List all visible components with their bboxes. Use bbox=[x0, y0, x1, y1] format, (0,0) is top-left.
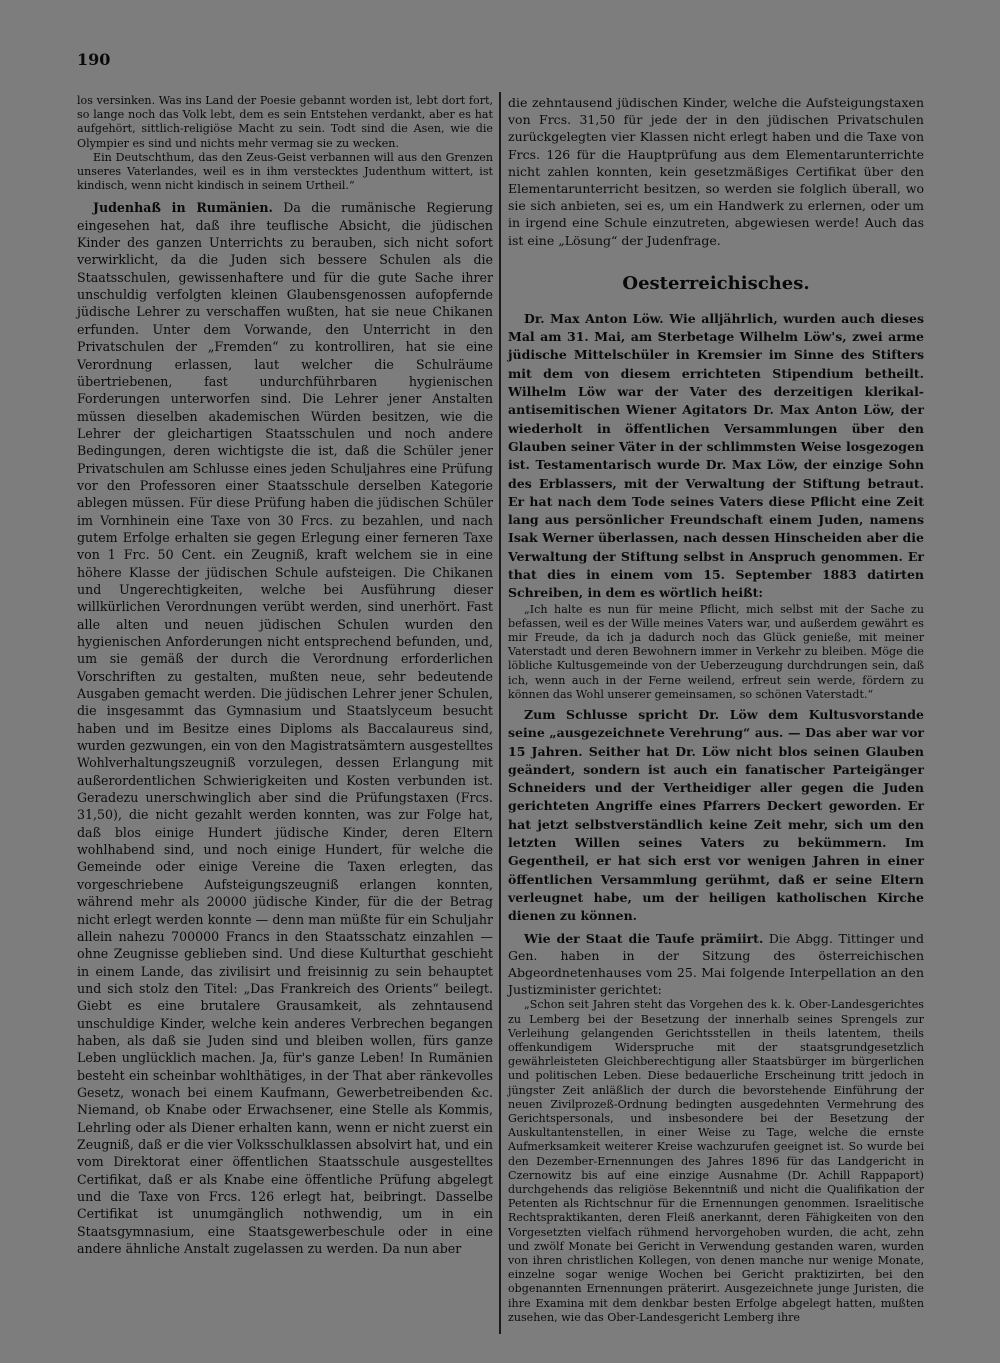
left-column bbox=[77, 94, 493, 1334]
right-column bbox=[508, 94, 924, 1334]
article-text: Wie alljährlich, wurden auch dieses Mal am 31. Mai, am Sterbetage Wilhelm Löw's, zwei arme jüdische Mittelschüler in Kremsier im Sinne des Stifters mit dem von diesem errichteten Stipendium betheilt. Wilhelm Löw war der Vater des derzeitigen klerikal-antisemitischen Wiener Agitators Dr. Max Anton Löw, der wiederholt in öffentlichen Versammlungen über den Glauben seiner Väter in der schlimmsten Weise losgezogen ist. Testamentarisch wurde Dr. Max Löw, der einzige Sohn des Erblassers, mit der Verwaltung der Stiftung betraut. Er hat nach dem Tode seines Vaters diese Pflicht eine Zeit lang aus persönlicher Freundschaft einem Juden, namens Isak Werner überlassen, nach dessen Hinscheiden aber die Verwaltung der Stiftung selbst in Anspruch genommen. Er that dies in einem vom 15. September 1883 datirten Schreiben, in dem es wörtlich heißt: bbox=[508, 310, 924, 601]
quote-paragraph: los versinken. Was ins Land der Poesie gebannt worden ist, lebt dort fort, so lange noch das Volk lebt, dem es sein Entstehen verdankt, aber es hat aufgehört, sittlich-religiöse Macht zu sein. Todt sind die Asen, wie die Olympier es sind und nichts mehr vermag sie zu wecken. bbox=[77, 94, 493, 150]
quote-paragraph: „Schon seit Jahren steht das Vorgehen des k. k. Ober-Landesgerichtes zu Lemberg bei der Besetzung der innerhalb seines Sprengels zur Verleihung gelangenden Gerichtsstellen in theils latentem, theils offenkundigem Widerspruche mit der staatsgrundgesetzlich gewährleisteten Gleichberechtigung aller Staatsbürger im bürgerlichen und politischen Leben. Diese bedauerliche Erscheinung tritt jedoch in jüngster Zeit anläßlich der durch die bevorstehende Einführung der neuen Zivilprozeß-Ordnung bedingten ausgedehnten Vermehrung des Gerichtspersonals, und insbesondere bei der Besetzung der Auskultantenstellen, in einer Weise zu Tage, welche die ernste Aufmerksamkeit weiterer Kreise wachzurufen geeignet ist. So wurde bei den Dezember-Ernennungen des Jahres 1896 für das Landgericht in Czernowitz bis auf eine einzige Ausnahme (Dr. Achill Rappaport) durchgehends das religiöse Bekenntniß und nicht die Qualifikation der Petenten als Richtschnur für die Ernennungen genommen. Israelitische Rechtspraktikanten, deren Fleiß anerkannt, deren Fähigkeiten von den Vorgesetzten vielfach rühmend hervorgehoben wurden, die acht, zehn und zwölf Monate bei Gericht in Verwendung gestanden waren, wurden von ihren christlichen Kollegen, von denen manche nur wenige Monate, einzelne sogar wenige Wochen bei Gericht praktizirten, bei den obgenannten Ernennungen präterirt. Ausgezeichnete junge Juristen, die ihre Examina mit dem denkbar besten Erfolge abgelegt hatten, mußten zusehen, wie das Ober-Landesgericht Lemberg ihre bbox=[508, 998, 924, 1324]
article-text: Die Abgg. Tittinger und Gen. haben in der Sitzung des österreichischen Abgeordnetenhauses vom 25. Mai folgende Interpellation an den Justizminister gerichtet: bbox=[508, 930, 924, 998]
article-text: Da die rumänische Regierung eingesehen hat, daß ihre teuflische Absicht, die jüdischen Kinder des ganzen Unterrichts zu berauben, sich nicht sofort verwirklicht, da die Juden sich bessere Schulen als die Staatsschulen, gewissenhaftere und für die gute Sache ihrer unschuldig verfolgten kleinen Glaubensgenossen aufopfernde jüdische Lehrer zu verschaffen wußten, hat sie neue Chikanen erfunden. Unter dem Vorwande, den Unterricht in den Privatschulen der „Fremden“ zu kontrolliren, hat sie eine Verordnung erlassen, laut welcher die Schulräume übertriebenen, fast undurchführbaren hygienischen Forderungen unterworfen sind. Die Lehrer jener Anstalten müssen dieselben akademischen Würden besitzen, wie die Lehrer der gleichartigen Staatsschulen und noch andere Bedingungen, deren wichtigste die ist, daß die Schüler jener Privatschulen am Schlusse eines jeden Schuljahres eine Prüfung vor den Professoren einer Staatsschule derselben Kategorie ablegen müssen. Für diese Prüfung haben die jüdischen Schüler im Vornhinein eine Taxe von 30 Frcs. zu bezahlen, und nach gutem Erfolge erhalten sie gegen Erlegung einer ferneren Taxe von 1 Frc. 50 Cent. ein Zeugniß, kraft welchem sie in eine höhere Klasse der jüdischen Schule aufsteigen. Die Chikanen und Ungerechtigkeiten, welche bei Ausführung dieser willkürlichen Verordnungen verübt werden, sind unerhört. Fast alle alten und neuen jüdischen Schulen wurden den hygienischen Anforderungen nicht entsprechend befunden, und, um sie gemäß der durch die Verordnung erforderlichen Vorschriften zu gestalten, mußten neue, sehr bedeutende Ausgaben gemacht werden. Die jüdischen Lehrer jener Schulen, die insgesammt das Gymnasium und Staatslyceum besucht haben und im Besitze eines Diploms als Baccalaureus sind, wurden gezwungen, ein von den Magistratsämtern ausgestelltes Wohlverhaltungszeugniß vorzulegen, dessen Erlangung mit außerordentlichen Schwierigkeiten und Kosten verbunden ist. Geradezu unerschwinglich aber sind die Prüfungstaxen (Frcs. 31,50), die nicht gezahlt werden konnten, was zur Folge hat, daß blos einige Hundert jüdische Kinder, deren Eltern wohlhabend sind, und noch einige Hundert, für welche die Gemeinde oder einige Vereine die Taxen erlegten, das vorgeschriebene Aufsteigungszeugniß erlangen konnten, während mehr als 20000 jüdische Kinder, für die der Betrag nicht erlegt werden konnte — denn man müßte für ein Schuljahr allein nahezu 700000 Francs in den Staatsschatz einzahlen — ohne Zeugnisse geblieben sind. Und diese Kulturthat geschieht in einem Lande, das zivilisirt und freisinnig zu sein behauptet und sich stolz den Titel: „Das Frankreich des Orients“ beilegt. Giebt es eine brutalere Grausamkeit, als zehntausend unschuldige Kinder, welche kein anderes Verbrechen begangen haben, als daß sie Juden sind und bleiben wollen, fürs ganze Leben unglücklich machen. Ja, für's ganze Leben! In Rumänien besteht ein scheinbar wohlthätiges, in der That aber ränkevolles Gesetz, wonach bei einem Kaufmann, Gewerbetreibenden &c. Niemand, ob Knabe oder Erwachsener, eine Stelle als Kommis, Lehrling oder als Diener erhalten kann, wenn er nicht zuerst ein Zeugniß, daß er die vier Volksschulklassen absolvirt hat, und ein vom Direktorat einer öffentlichen Staatsschule ausgestelltes Certifikat, daß er als Knabe eine öffentliche Prüfung abgelegt und die Taxe von Frcs. 126 erlegt hat, beibringt. Dasselbe Certifikat ist unumgänglich nothwendig, um in ein Staatsgymnasium, eine Staatsgewerbeschule oder in eine andere ähnliche Anstalt zugelassen zu werden. Da nun aber bbox=[77, 200, 493, 1257]
page-number: 190 bbox=[77, 50, 111, 69]
section-title: Oesterreichisches. bbox=[622, 272, 810, 294]
article-heading: Judenhaß in Rumänien. bbox=[93, 200, 273, 216]
article-taufe bbox=[508, 930, 924, 999]
column-divider bbox=[499, 92, 501, 1334]
article-romania bbox=[77, 199, 493, 1257]
article-loew bbox=[508, 310, 924, 603]
continuation-paragraph: die zehntausend jüdischen Kinder, welche die Aufsteigungstaxen von Frcs. 31,50 für jede der in den jüdischen Privatschulen zurückgelegten vier Klassen nicht erlegt haben und die Taxe von Frcs. 126 für die Hauptprüfung aus dem Elementarunterrichte nicht zahlen konnten, kein gesetzmäßiges Certifikat über den Elementarunterricht besitzen, so werden sie folglich überall, wo sie sich anbieten, sei es, um ein Handwerk zu erlernen, oder um in irgend eine Schule einzutreten, abgewiesen werde! Auch das ist eine „Lösung“ der Judenfrage. bbox=[508, 95, 924, 248]
article-heading: Dr. Max Anton Löw. bbox=[524, 310, 664, 326]
article-loew-end: Zum Schlusse spricht Dr. Löw dem Kultusvorstande seine „ausgezeichnete Verehrung“ aus. — Das aber war vor 15 Jahren. Seither hat Dr. Löw nicht blos seinen Glauben geändert, sondern ist auch ein fanatischer Parteigänger Schneiders und der Vertheidiger aller gegen die Juden gerichteten Angriffe eines Pfarrers Deckert geworden. Er hat jetzt selbstverständlich keine Zeit mehr, sich um den letzten Willen seines Vaters zu bekümmern. Im Gegentheil, er hat sich erst vor wenigen Jahren in einer öffentlichen Versammlung gerühmt, daß er seine Eltern verleugnet habe, um der heiligen katholischen Kirche dienen zu können. bbox=[508, 707, 924, 924]
article-heading: Wie der Staat die Taufe prämiirt. bbox=[524, 930, 764, 946]
quote-paragraph: Ein Deutschthum, das den Zeus-Geist verbannen will aus den Grenzen unseres Vaterlandes, weil es in ihm verstecktes Judenthum wittert, ist kindisch, wenn nicht kindisch in seinem Urtheil.“ bbox=[77, 150, 493, 193]
quote-paragraph: „Ich halte es nun für meine Pflicht, mich selbst mit der Sache zu befassen, weil es der Wille meines Vaters war, und außerdem gewährt es mir Freude, da ich ja dadurch noch das Glück genieße, mit meiner Vaterstadt und deren Bewohnern immer in Verkehr zu bleiben. Möge die löbliche Kultusgemeinde von der Ueberzeugung durchdrungen sein, daß ich, wenn auch in der Ferne weilend, erfreut sein werde, fördern zu können das Wohl unserer gemeinsamen, so schönen Vaterstadt.“ bbox=[508, 602, 924, 701]
